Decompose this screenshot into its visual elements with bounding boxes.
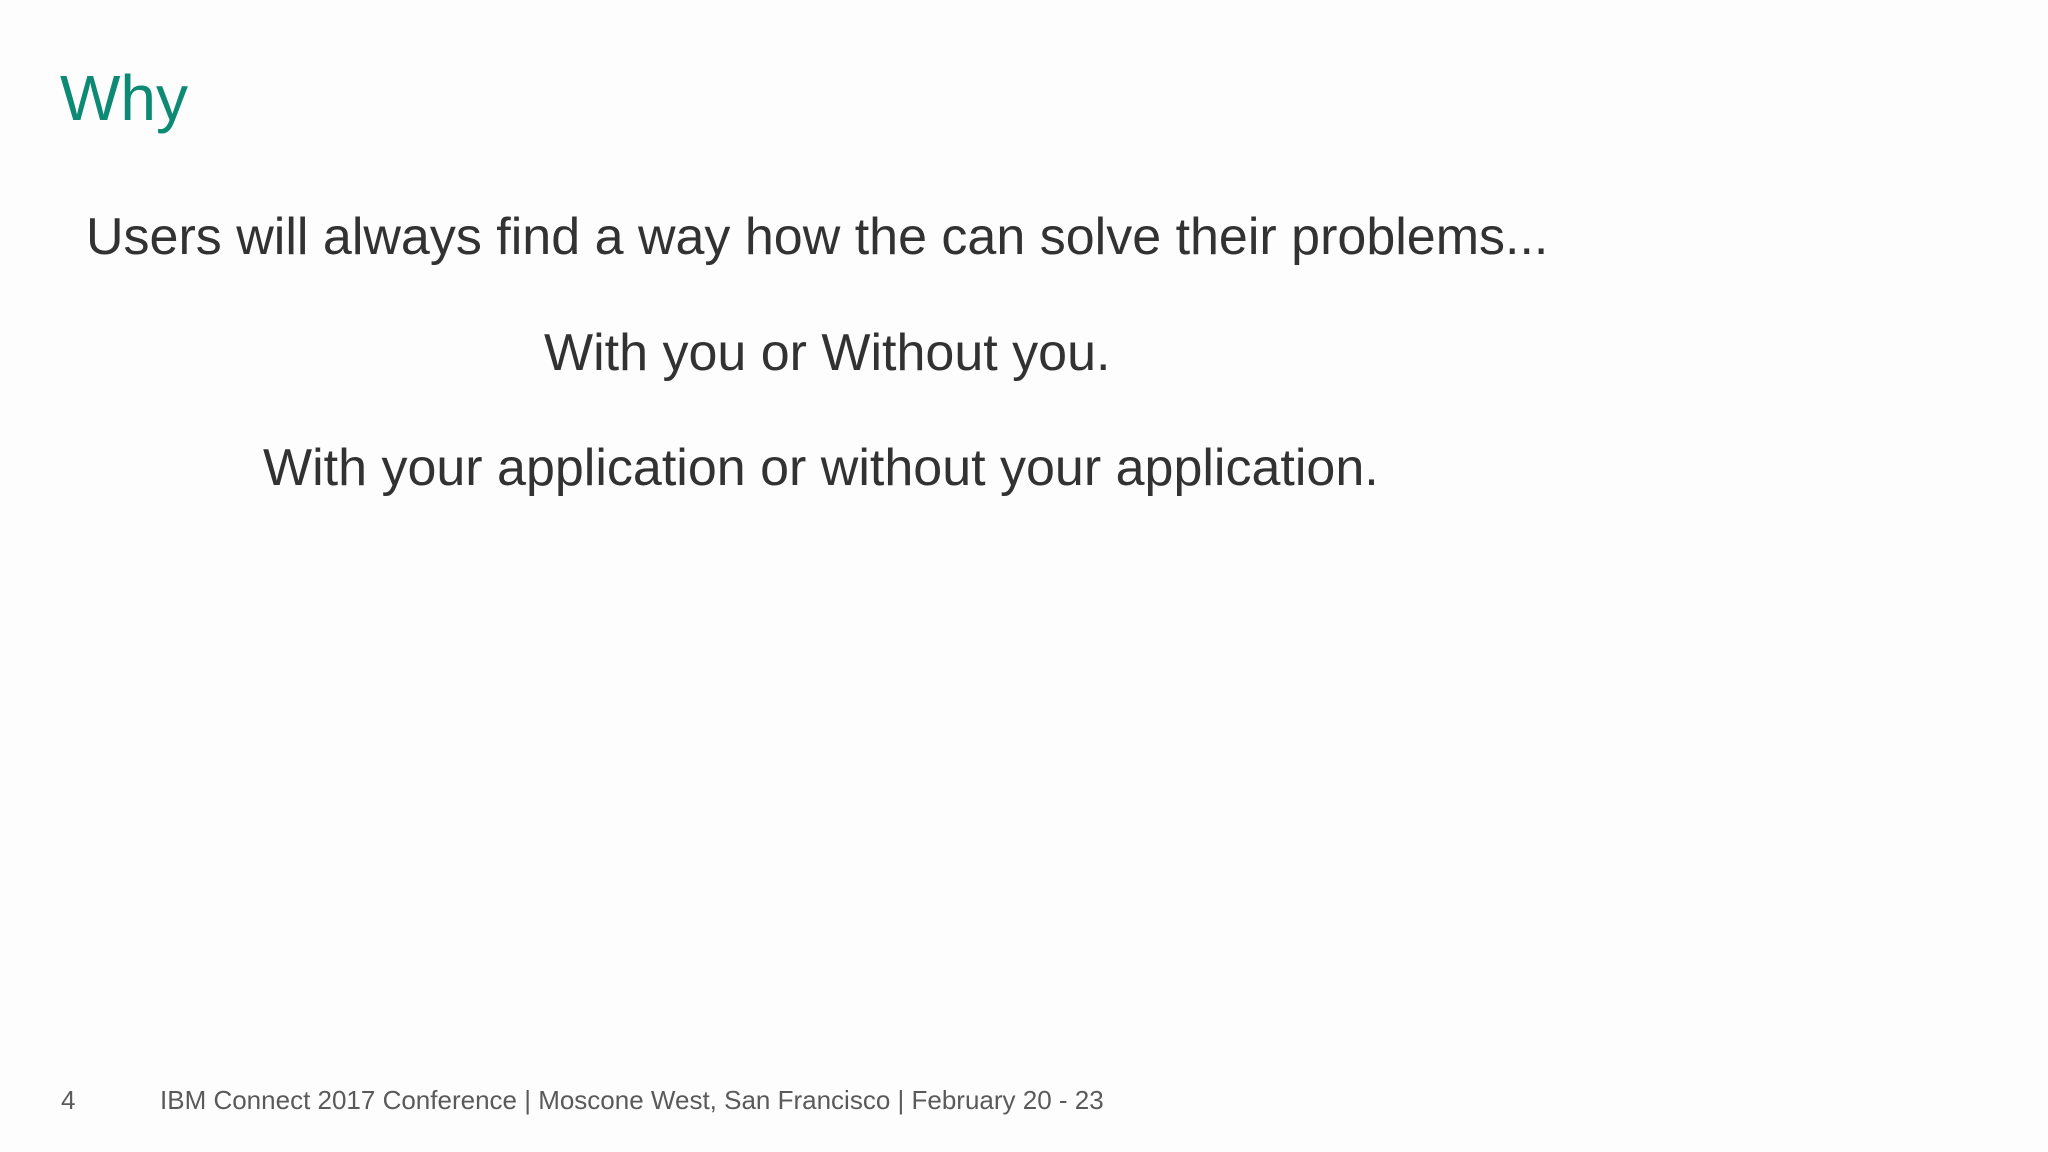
page-number: 4 xyxy=(61,1085,76,1115)
slide-title: Why xyxy=(60,62,188,134)
statement-line-2: With you or Without you. xyxy=(544,324,1111,382)
statement-line-1: Users will always find a way how the can solve their problems... xyxy=(86,208,1549,266)
statement-line-3: With your application or without your application. xyxy=(263,439,1379,497)
footer-conference-info: IBM Connect 2017 Conference | Moscone West, San Francisco | February 20 - 23 xyxy=(160,1085,1104,1115)
